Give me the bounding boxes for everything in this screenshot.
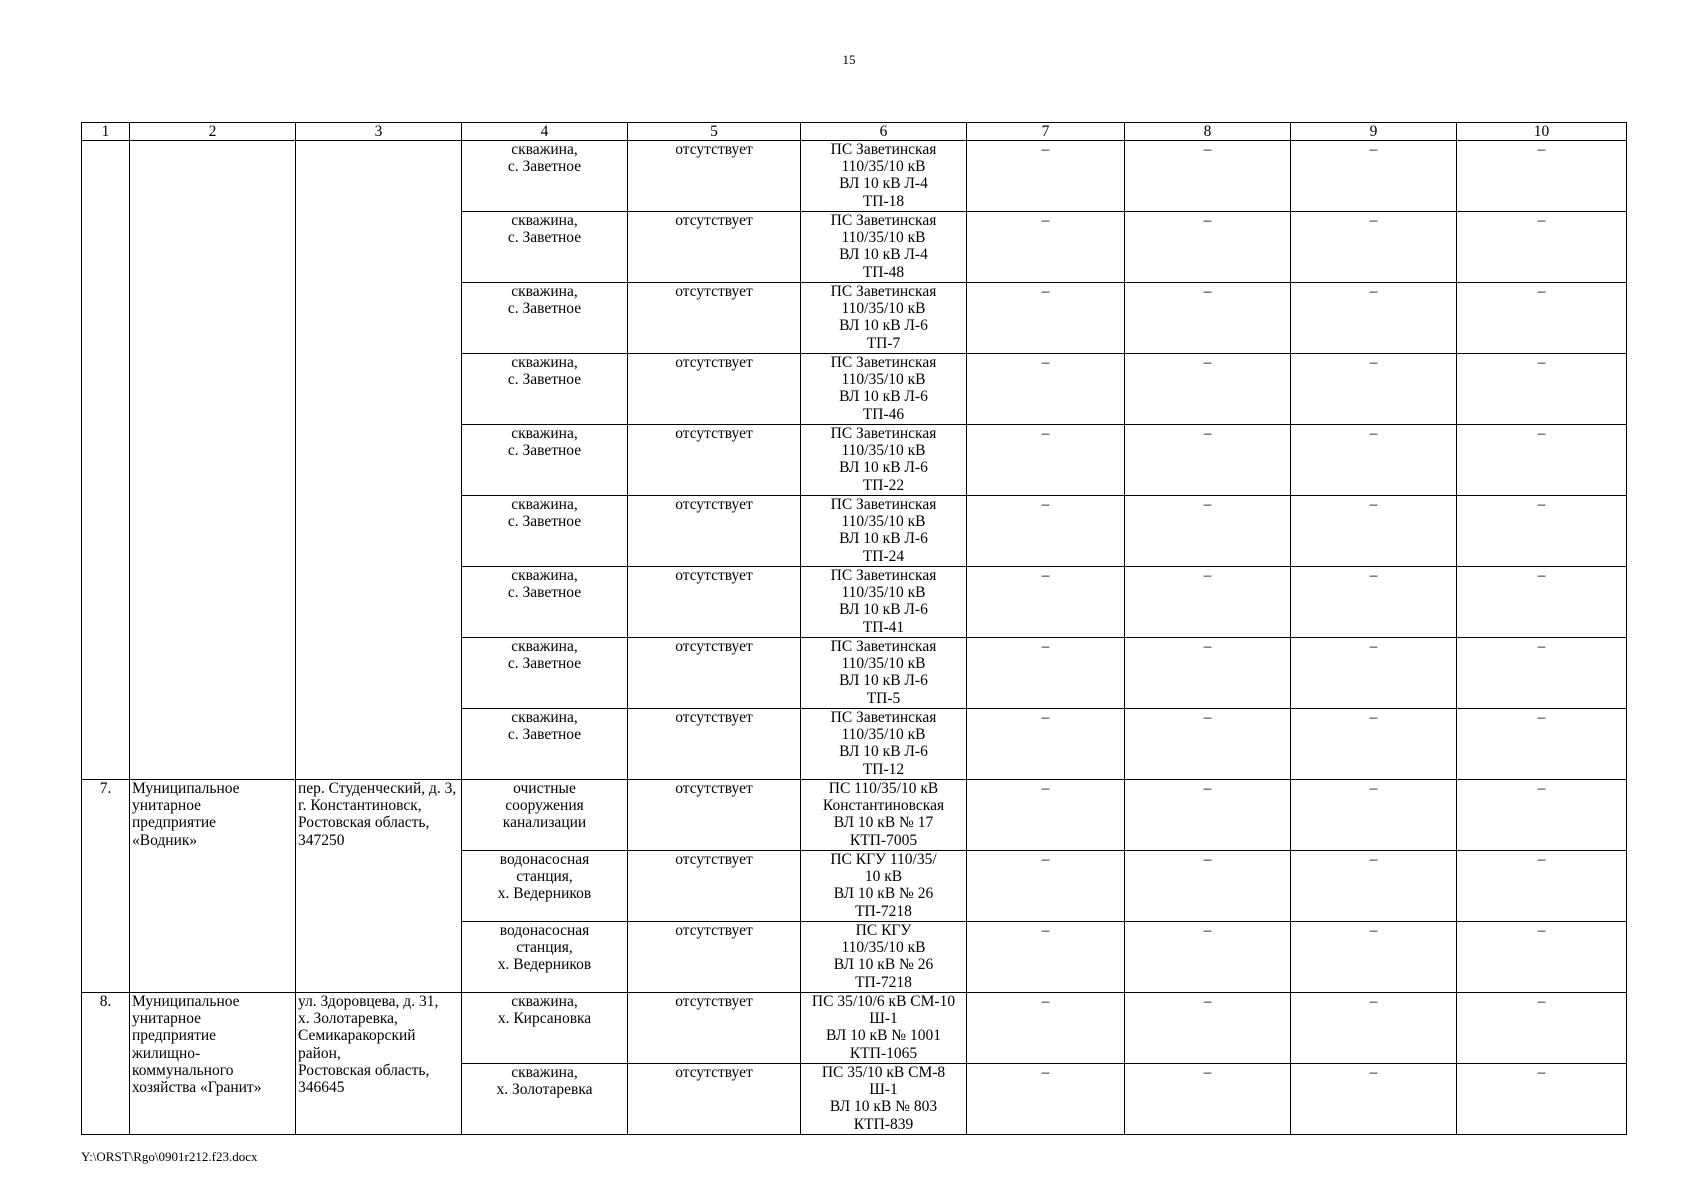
dash-cell: – [1457,1064,1627,1135]
row-number: 7. [82,780,130,993]
object-cell: скважина, с. Заветное [462,567,628,638]
dash-cell: – [967,141,1125,212]
object-cell: скважина, с. Заветное [462,496,628,567]
object-cell: скважина, с. Заветное [462,709,628,780]
dash-cell: – [1291,638,1457,709]
dash-cell: – [1457,851,1627,922]
dash-cell: – [967,212,1125,283]
row-number [82,141,130,780]
organization-name: Муниципальное унитарное предприятие жилищно- коммунального хозяйства «Гранит» [130,993,296,1135]
substation-cell: ПС КГУ 110/35/10 кВ ВЛ 10 кВ № 26 ТП-7218 [801,922,967,993]
object-cell: водонасосная станция, х. Ведерников [462,851,628,922]
object-cell: скважина, с. Заветное [462,141,628,212]
substation-cell: ПС КГУ 110/35/ 10 кВ ВЛ 10 кВ № 26 ТП-7218 [801,851,967,922]
col-header: 7 [967,123,1125,141]
table-row [82,780,1627,851]
dash-cell: – [1125,709,1291,780]
dash-cell: – [1457,283,1627,354]
col-header: 4 [462,123,628,141]
dash-cell: – [1457,567,1627,638]
col-header: 8 [1125,123,1291,141]
object-cell: водонасосная станция, х. Ведерников [462,922,628,993]
object-cell: скважина, х. Кирсановка [462,993,628,1064]
dash-cell: – [1291,425,1457,496]
dash-cell: – [1457,141,1627,212]
object-cell: скважина, с. Заветное [462,638,628,709]
dash-cell: – [967,851,1125,922]
row-number: 8. [82,993,130,1135]
page-number: 15 [842,52,856,67]
col-header: 1 [82,123,130,141]
substation-cell: ПС 35/10/6 кВ СМ-10 Ш-1 ВЛ 10 кВ № 1001 КТП-1065 [801,993,967,1064]
dash-cell: – [1291,1064,1457,1135]
header-row [82,123,1627,141]
col-header: 3 [296,123,462,141]
status-cell: отсутствует [628,141,801,212]
dash-cell: – [1125,425,1291,496]
substation-cell: ПС Заветинская 110/35/10 кВ ВЛ 10 кВ Л-4 ТП-18 [801,141,967,212]
substation-cell: ПС Заветинская 110/35/10 кВ ВЛ 10 кВ Л-6 ТП-24 [801,496,967,567]
dash-cell: – [967,496,1125,567]
status-cell: отсутствует [628,993,801,1064]
dash-cell: – [1125,638,1291,709]
dash-cell: – [1125,780,1291,851]
organization-name [130,141,296,780]
dash-cell: – [967,354,1125,425]
status-cell: отсутствует [628,354,801,425]
status-cell: отсутствует [628,567,801,638]
dash-cell: – [1291,993,1457,1064]
dash-cell: – [1457,354,1627,425]
substation-cell: ПС Заветинская 110/35/10 кВ ВЛ 10 кВ Л-4 ТП-48 [801,212,967,283]
col-header: 5 [628,123,801,141]
organization-name: Муниципальное унитарное предприятие «Водник» [130,780,296,993]
dash-cell: – [1291,922,1457,993]
status-cell: отсутствует [628,1064,801,1135]
status-cell: отсутствует [628,851,801,922]
col-header: 9 [1291,123,1457,141]
substation-cell: ПС Заветинская 110/35/10 кВ ВЛ 10 кВ Л-6 ТП-5 [801,638,967,709]
status-cell: отсутствует [628,212,801,283]
substation-cell: ПС 35/10 кВ СМ-8 Ш-1 ВЛ 10 кВ № 803 КТП-839 [801,1064,967,1135]
dash-cell: – [967,709,1125,780]
dash-cell: – [1125,567,1291,638]
col-header: 6 [801,123,967,141]
dash-cell: – [1291,283,1457,354]
dash-cell: – [967,922,1125,993]
dash-cell: – [1457,425,1627,496]
dash-cell: – [1291,851,1457,922]
table-row [82,993,1627,1064]
object-cell: скважина, с. Заветное [462,212,628,283]
object-cell: очистные сооружения канализации [462,780,628,851]
organization-address [296,141,462,780]
dash-cell: – [1125,141,1291,212]
status-cell: отсутствует [628,496,801,567]
status-cell: отсутствует [628,922,801,993]
organization-address: ул. Здоровцева, д. 31, х. Золотаревка, Семикаракорский район, Ростовская область, 346645 [296,993,462,1135]
object-cell: скважина, с. Заветное [462,354,628,425]
dash-cell: – [967,1064,1125,1135]
dash-cell: – [1291,354,1457,425]
dash-cell: – [1291,141,1457,212]
object-cell: скважина, с. Заветное [462,425,628,496]
dash-cell: – [1125,212,1291,283]
status-cell: отсутствует [628,638,801,709]
dash-cell: – [1457,993,1627,1064]
dash-cell: – [1291,496,1457,567]
col-header: 2 [130,123,296,141]
organization-address: пер. Студенческий, д. 3, г. Константиновск, Ростовская область, 347250 [296,780,462,993]
substation-cell: ПС Заветинская 110/35/10 кВ ВЛ 10 кВ Л-6 ТП-12 [801,709,967,780]
dash-cell: – [1125,283,1291,354]
dash-cell: – [1125,496,1291,567]
object-cell: скважина, х. Золотаревка [462,1064,628,1135]
dash-cell: – [1125,851,1291,922]
dash-cell: – [1291,780,1457,851]
dash-cell: – [1457,496,1627,567]
dash-cell: – [967,283,1125,354]
object-cell: скважина, с. Заветное [462,283,628,354]
dash-cell: – [1125,1064,1291,1135]
substation-cell: ПС Заветинская 110/35/10 кВ ВЛ 10 кВ Л-6 ТП-46 [801,354,967,425]
dash-cell: – [1457,212,1627,283]
dash-cell: – [1457,709,1627,780]
file-path-footer: Y:\ORST\Rgo\0901r212.f23.docx [81,1149,258,1164]
dash-cell: – [1291,212,1457,283]
dash-cell: – [967,993,1125,1064]
status-cell: отсутствует [628,425,801,496]
dash-cell: – [1125,993,1291,1064]
dash-cell: – [1291,709,1457,780]
dash-cell: – [967,638,1125,709]
substation-cell: ПС Заветинская 110/35/10 кВ ВЛ 10 кВ Л-6 ТП-7 [801,283,967,354]
substation-cell: ПС Заветинская 110/35/10 кВ ВЛ 10 кВ Л-6 ТП-22 [801,425,967,496]
dash-cell: – [967,567,1125,638]
dash-cell: – [967,425,1125,496]
dash-cell: – [1457,780,1627,851]
status-cell: отсутствует [628,709,801,780]
data-table [81,122,1627,1135]
substation-cell: ПС Заветинская 110/35/10 кВ ВЛ 10 кВ Л-6 ТП-41 [801,567,967,638]
dash-cell: – [1125,922,1291,993]
substation-cell: ПС 110/35/10 кВ Константиновская ВЛ 10 кВ № 17 КТП-7005 [801,780,967,851]
dash-cell: – [1125,354,1291,425]
dash-cell: – [967,780,1125,851]
status-cell: отсутствует [628,780,801,851]
col-header: 10 [1457,123,1627,141]
dash-cell: – [1457,638,1627,709]
dash-cell: – [1457,922,1627,993]
status-cell: отсутствует [628,283,801,354]
dash-cell: – [1291,567,1457,638]
table-row [82,141,1627,212]
